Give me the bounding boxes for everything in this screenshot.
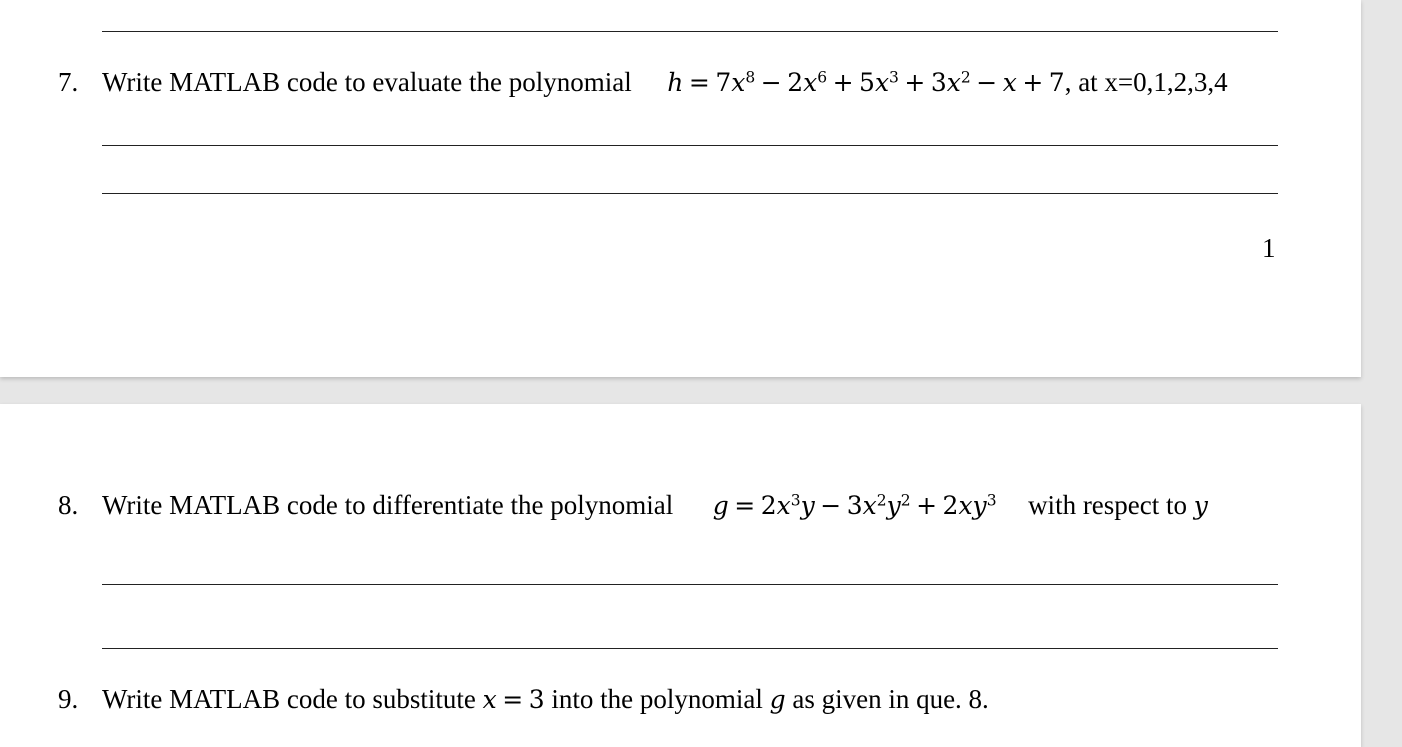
polynomial-h: $h = 7x^8 - 2x^6 + 5x^3 + 3x^2 - x + 7$ bbox=[667, 68, 1065, 97]
answer-line bbox=[102, 584, 1278, 585]
polynomial-variable: g bbox=[769, 685, 786, 714]
question-text bbox=[102, 679, 989, 720]
question-suffix: with respect to bbox=[1028, 490, 1188, 520]
document-page-2 bbox=[0, 404, 1361, 747]
document-page-1 bbox=[0, 0, 1361, 377]
answer-line bbox=[102, 193, 1278, 194]
question-prompt: Write MATLAB code to evaluate the polynomial bbox=[102, 67, 632, 97]
question-text bbox=[102, 62, 1228, 103]
question-prompt: Write MATLAB code to differentiate the polynomial bbox=[102, 490, 674, 520]
question-prompt-continued: into the polynomial bbox=[551, 684, 763, 714]
polynomial-g: $g = 2x^3y - 3x^2y^2 + 2xy^3$ bbox=[712, 491, 997, 520]
question-prompt-end: as given in que. 8. bbox=[792, 684, 989, 714]
question-number: 8. bbox=[58, 490, 79, 520]
substitution-expression: x = 3 bbox=[482, 685, 545, 714]
question-number: 9. bbox=[58, 684, 79, 714]
respect-variable: y bbox=[1193, 491, 1208, 520]
page-number: 1 bbox=[1262, 233, 1276, 263]
question-number: 7. bbox=[58, 67, 79, 97]
question-suffix: , at x=0,1,2,3,4 bbox=[1064, 67, 1228, 97]
answer-line bbox=[102, 145, 1278, 146]
answer-line bbox=[102, 31, 1278, 32]
answer-line bbox=[102, 648, 1278, 649]
question-text bbox=[102, 485, 1208, 526]
question-prompt: Write MATLAB code to substitute bbox=[102, 684, 476, 714]
